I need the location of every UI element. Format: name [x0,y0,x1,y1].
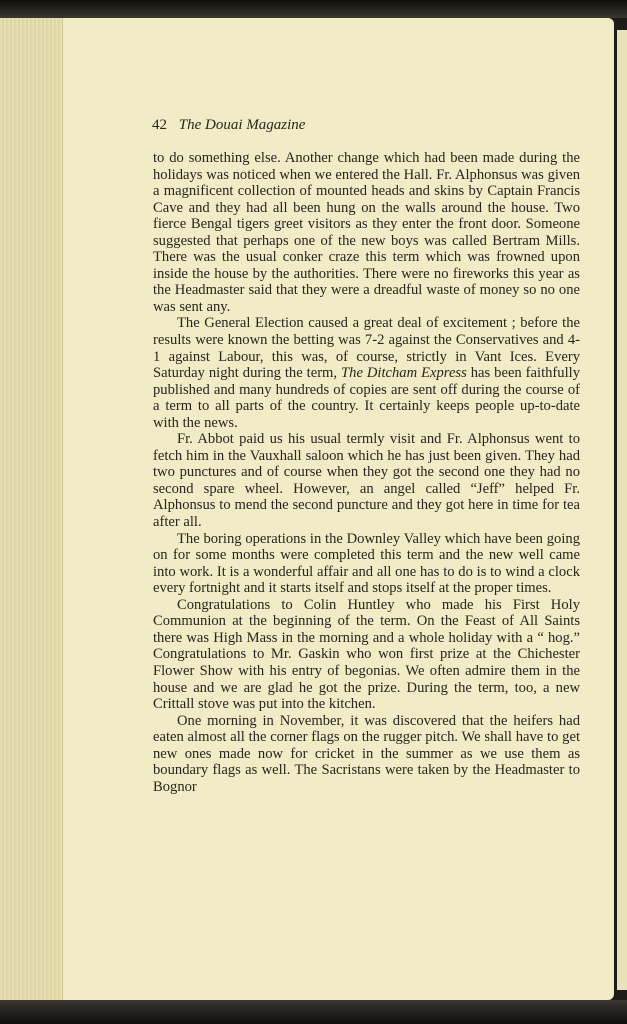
paragraph: One morning in November, it was discovered that the heifers had eaten almost all the corner flags on the rugger pitch. We shall have to get new ones made now for cricket in the summer as we use them as boundary flags as well. The Sacristans were taken by the Headmaster to Bognor [153,712,580,795]
newspaper-title: The Ditcham Express [341,365,467,382]
page-number: 42 [152,117,167,133]
paragraph: to do something else. Another change which had been made during the holidays was noticed when we entered the Hall. Fr. Alphonsus was given a magnificent collection of mounted heads and skins by Captain Francis Cave and they had all been hung on the walls around the house. Two fierce Bengal tigers greet visitors as they enter the front door. Someone suggested that perhaps one of the new boys was called Bertram Mills. There was the usual conker craze this term which was frowned upon inside the house by the authorities. There were no fireworks this year as the Headmaster said that they were a dreadful waste of money so no one was sent any. [153,150,580,315]
paragraph: The General Election caused a great deal of excitement ; before the results were known the betting was 7-2 against the Conservatives and 4-1 against Labour, this was, of course, strictly in Vant Ices. Every Saturday night during the term, The Ditcham Express has been faithfully published and many hundreds of copies are sent off during the course of a term to all parts of the country. It certainly keeps people up-to-date with the news. [153,315,580,431]
magazine-title: The Douai Magazine [178,117,306,133]
paragraph: Fr. Abbot paid us his usual termly visit and Fr. Alphonsus went to fetch him in the Vauxhall saloon which he has just been given. They had two punctures and of course when they got the second one they had no second spare wheel. However, an angel called “Jeff” helped Fr. Alphonsus to mend the second puncture and they got here in time for tea after all. [153,431,580,531]
running-header [152,117,305,134]
paragraph: Congratulations to Colin Huntley who made his First Holy Communion at the beginning of the term. On the Feast of All Saints there was High Mass in the morning and a whole holiday with a “ hog.” Congratulations to Mr. Gaskin who won first prize at the Chichester Flower Show with his entry of begonias. We often admire them in the house and we are glad he got the prize. During the term, too, a new Crittall stove was put into the kitchen. [153,596,580,713]
next-page-edge [617,30,627,990]
page-stack-edges [0,18,63,1000]
paragraph: The boring operations in the Downley Valley which have been going on for some months were completed this term and the new well came into work. It is a wonderful affair and all one has to do is to wind a clock every fortnight and it starts itself and stops itself at the proper times. [153,530,580,597]
article-body [153,150,580,795]
book-bottom-edge [0,1000,627,1024]
book-top-edge [0,0,627,18]
